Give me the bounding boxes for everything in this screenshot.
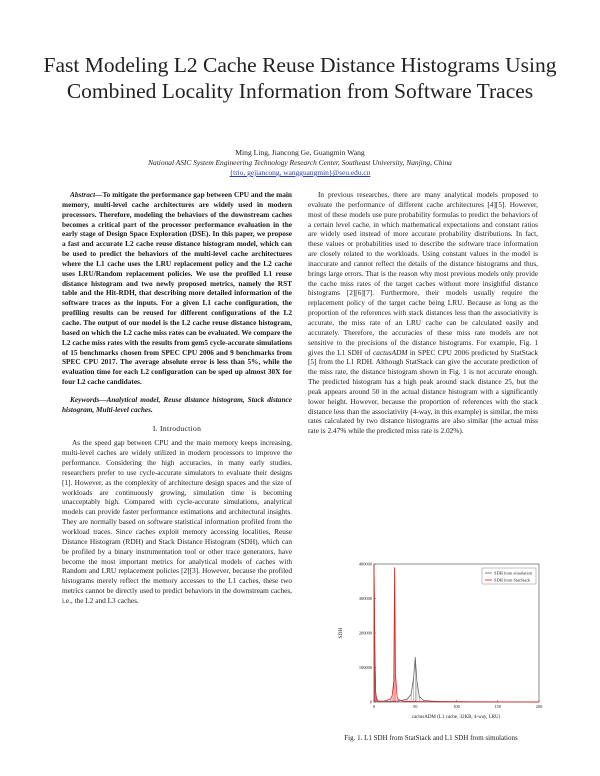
intro-paragraph-2: [308, 190, 538, 436]
section-heading-introduction: I. Introduction: [152, 423, 202, 433]
intro-paragraph-2-text-a: In previous researches, there are many analytical models proposed to evaluate the performance of different cache architectures [4][5]. However, most of these models use pure probability formulas to predict the behaviors of a certain level cache, in which mathematical expectations and constant ratios are widely used instead of more accurate probability distributions. In fact, these values or probabilities used to describe the software trace information are closely related to the workloads. Using constant values in the model is inaccurate and cannot reflect the details of the distance histograms and thus, brings large errors. That is the reason why most previous models only provide the cache miss rates of the target caches without more insightful distance histograms [2][6][7]. Furthermore, their models usually require the replacement policy of the target cache being LRU. Because as long as the proportion of the references with stack distances less than the associativity is accurate, the miss rate of an LRU cache can be calculated easily and accurately. Therefore, the accuracies of these miss rate models are not sensitive to the precisions of the distance histograms. For example, Fig. 1 gives the L1 SDH of: [308, 190, 538, 357]
right-column: [308, 190, 538, 436]
affiliation: National ASIC System Engineering Technology Research Center, Southeast University, Nanjing, China: [148, 158, 452, 167]
y-tick-label: 300000: [358, 596, 372, 601]
y-axis-label: SDH: [338, 627, 344, 639]
y-tick-label: 400000: [358, 561, 372, 567]
x-tick-label: 0: [372, 704, 376, 709]
left-column: [62, 190, 292, 606]
legend: [482, 568, 536, 584]
y-tick-label: 0: [369, 699, 372, 705]
x-tick-label: 100: [453, 704, 460, 709]
figure-1: [334, 556, 546, 724]
sdh-chart: [334, 556, 546, 724]
figure-caption: Fig. 1. L1 SDH from StatStack and L1 SDH from simulations: [344, 734, 518, 742]
x-tick-label: 50: [413, 704, 418, 709]
x-axis-label: cactusADM (L1 cache, 32KB, 4-way, LRU): [411, 715, 501, 720]
author-list: Ming Ling, Jiancong Ge, Guangmin Wang: [235, 148, 365, 157]
legend-label-statstack: SDH from StatStack: [494, 577, 531, 583]
abstract-text: —To mitigate the performance gap between CPU and the main memory, multi-level cache architectures are widely used in modern processors. Therefore, modeling the behaviors of the downstream caches becomes a critical part of the processor performance evaluation in the early stage of Design Space Exploration (DSE). In this paper, we propose a fast and accurate L2 cache reuse distance histogram model, which can be used to predict the behaviors of the multi-level cache architectures where the L1 cache uses the LRU replacement policy and the L2 cache uses LRU/Random replacement policies. We use the profiled L1 reuse distance histogram and two newly proposed metrics, namely the RST table and the Hit-RDH, that describing more detailed information of the software traces as the inputs. For a given L1 cache configuration, the profiling results can be reused for different configurations of the L2 cache. The output of our model is the L2 cache reuse distance histogram, based on which the L2 cache miss rates can be evaluated. We compare the L2 cache miss rates with the results from gem5 cycle-accurate simulations of 15 benchmarks chosen from SPEC CPU 2006 and 9 benchmarks from SPEC CPU 2017. The average absolute error is less than 5%, while the evaluation time for each L2 configuration can be sped up almost 30X for four L2 cache candidates.: [62, 190, 292, 387]
y-tick-label: 200000: [358, 630, 372, 636]
x-tick-label: 150: [494, 704, 502, 709]
y-tick-label: 100000: [358, 665, 372, 670]
abstract-lead: Abstract: [70, 190, 96, 199]
intro-paragraph-2-text-b: in SPEC CPU 2006 predicted by StatStack [5] from the L1 RDH. Although StatStack can give the accurate prediction of the miss rate, the distance histogram shown in Fig. 1 is not accurate enough. The predicted histogram has a high peak around stack distance 25, but the peak appears around 50 in the actual distance histogram with a significantly lower height. However, because the proportion of references with the stack distance less than the associativity (4-way, in this example) is similar, the miss rates calculated by two distance histograms are also similar (the actual miss rate is 2.47% while the predicted miss rate is 2.02%).: [308, 347, 538, 436]
intro-paragraph-1: As the speed gap between CPU and the main memory keeps increasing, multi-level caches are widely utilized in modern processors to improve the performance. Considering the high accuracies, in many early studies, researchers prefer to use cycle-accurate simulators to evaluate their designs [1]. However, as the complexity of architecture design spaces and the size of workloads are continuously growing, simulation time is becoming unacceptably high. Compared with cycle-accurate simulations, analytical models can provide faster performance estimations and architectural insights. They are normally based on software statistical information profiled from the workload traces. Since caches exploit memory accessing localities, Reuse Distance Histogram (RDH) and Stack Distance Histogram (SDH), which can be profiled by a binary instrumentation tool or other trace generators, have become the most important metrics for analytical models of caches with Random and LRU replacement policies [2][3]. However, because the profiled histograms merely reflect the memory accesses to the L1 caches, these two metrics cannot be directly used to predict behaviors in the downstream caches, i.e., the L2 and L3 caches.: [62, 438, 292, 605]
legend-label-simulation: SDH from simulation: [494, 570, 533, 576]
abstract: [62, 190, 292, 387]
paper-title: Fast Modeling L2 Cache Reuse Distance Histograms Using Combined Locality Information from Software Traces: [43, 53, 557, 103]
author-email-link[interactable]: {trio, gejiancong, wangguangmin}@seu.edu.cn: [229, 168, 371, 177]
plot-area: [374, 564, 539, 702]
keywords: Keywords—Analytical model, Reuse distance histogram, Stack distance histogram, Multi-level caches.: [62, 394, 292, 414]
x-tick-label: 200: [535, 704, 543, 709]
benchmark-name: cactusADM: [373, 347, 408, 357]
